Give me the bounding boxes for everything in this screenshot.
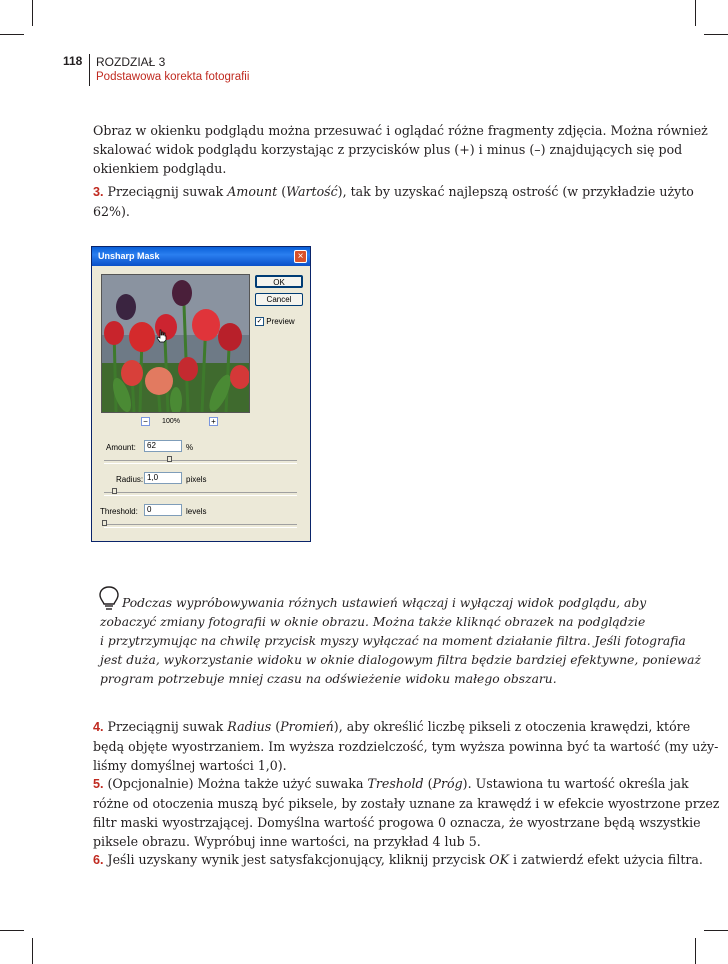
crop-mark bbox=[32, 0, 33, 26]
tulips-photo bbox=[102, 275, 249, 412]
term: Wartość bbox=[286, 184, 338, 199]
close-icon[interactable]: × bbox=[294, 250, 307, 263]
crop-mark bbox=[704, 34, 728, 35]
radius-input[interactable]: 1,0 bbox=[144, 472, 182, 484]
hand-cursor-icon bbox=[156, 329, 168, 343]
step-number: 6. bbox=[93, 853, 104, 867]
crop-mark bbox=[0, 930, 24, 931]
step-3-line: 62%). bbox=[93, 204, 130, 219]
intro-line: okienkiem podglądu. bbox=[93, 161, 227, 176]
crop-mark bbox=[32, 938, 33, 964]
threshold-input[interactable]: 0 bbox=[144, 504, 182, 516]
amount-slider-track[interactable] bbox=[104, 460, 297, 464]
amount-input[interactable]: 62 bbox=[144, 440, 182, 452]
term: Próg bbox=[432, 776, 463, 791]
step-text: ( bbox=[277, 184, 287, 199]
step-text: Przeciągnij suwak bbox=[103, 184, 228, 199]
threshold-unit: levels bbox=[186, 507, 207, 516]
crop-mark bbox=[704, 930, 728, 931]
step-number: 4. bbox=[93, 720, 104, 734]
cancel-button[interactable]: Cancel bbox=[255, 293, 303, 306]
ok-button[interactable]: OK bbox=[255, 275, 303, 288]
step-5-line: piksele obrazu. Wypróbuj inne wartości, na przykład 4 lub 5. bbox=[93, 834, 481, 849]
page-number: 118 bbox=[63, 54, 83, 68]
amount-unit: % bbox=[186, 443, 194, 452]
tip-line: jest duża, wykorzystanie widoku w oknie dialogowym filtra będzie bardziej efektywne, ponieważ bbox=[100, 653, 701, 667]
filter-preview-image[interactable] bbox=[101, 274, 250, 413]
step-number: 5. bbox=[93, 777, 104, 791]
step-6 bbox=[93, 850, 703, 870]
step-5-line: różne od otoczenia muszą być piksele, by zostały uznane za krawędź i w efekcie wyostrzone przez bbox=[93, 796, 720, 811]
step-4-line: liśmy domyślnej wartości 1,0). bbox=[93, 758, 287, 773]
radius-unit: pixels bbox=[186, 475, 207, 484]
intro-paragraph bbox=[93, 121, 708, 178]
threshold-slider-track[interactable] bbox=[104, 524, 297, 528]
radius-slider-track[interactable] bbox=[104, 492, 297, 496]
dialog-title: Unsharp Mask bbox=[98, 251, 160, 261]
step-5-line bbox=[93, 774, 719, 794]
zoom-in-button[interactable]: + bbox=[209, 417, 218, 426]
header-divider bbox=[89, 54, 90, 86]
radius-label: Radius: bbox=[116, 475, 144, 484]
crop-mark bbox=[695, 938, 696, 964]
tip-line: Podczas wypróbowywania różnych ustawień włączaj i wyłączaj widok podglądu, aby bbox=[122, 596, 647, 610]
step-4-line: będą objęte wyostrzaniem. Im wyższa rozdzielczość, tym wyższa powinna być ta wartość (my uży- bbox=[93, 739, 719, 754]
step-5 bbox=[93, 774, 719, 851]
step-text: ), tak by uzyskać najlepszą ostrość (w przykładzie użyto bbox=[337, 184, 694, 199]
amount-label: Amount: bbox=[106, 443, 136, 452]
preview-label: Preview bbox=[266, 317, 295, 326]
step-text: ( bbox=[271, 719, 281, 734]
tip-line: program potrzebuje mniej czasu na odświeżenie widoku małego obszaru. bbox=[100, 672, 557, 686]
step-text: ), aby określić liczbę pikseli z otoczenia krawędzi, które bbox=[333, 719, 691, 734]
amount-slider-thumb[interactable] bbox=[167, 456, 172, 462]
step-3-line bbox=[93, 182, 694, 202]
threshold-slider-thumb[interactable] bbox=[102, 520, 107, 526]
zoom-level: 100% bbox=[162, 418, 180, 425]
tip-line: zobaczyć zmiany fotografii w oknie obrazu. Można także kliknąć obrazek na podglądzie bbox=[100, 615, 646, 629]
intro-line: Obraz w okienku podglądu można przesuwać i oglądać różne fragmenty zdjęcia. Można również bbox=[93, 123, 708, 138]
crop-mark bbox=[695, 0, 696, 26]
step-6-line bbox=[93, 850, 703, 870]
tip-line: i przytrzymując na chwilę przycisk myszy wyłączać na moment działanie filtra. Jeśli fotografia bbox=[100, 634, 686, 648]
preview-check-icon: ✓ bbox=[256, 318, 263, 326]
step-4 bbox=[93, 717, 718, 775]
term: Radius bbox=[227, 719, 272, 734]
threshold-label: Threshold: bbox=[100, 507, 138, 516]
step-number: 3. bbox=[93, 185, 104, 199]
step-3 bbox=[93, 182, 694, 221]
zoom-out-button[interactable]: − bbox=[141, 417, 150, 426]
radius-slider-thumb[interactable] bbox=[112, 488, 117, 494]
step-text: ). Ustawiona tu wartość określa jak bbox=[462, 776, 689, 791]
step-text: ( bbox=[423, 776, 433, 791]
step-text: (Opcjonalnie) Można także użyć suwaka bbox=[103, 776, 368, 791]
dialog-titlebar bbox=[92, 247, 310, 266]
step-4-line bbox=[93, 717, 718, 737]
step-text: Przeciągnij suwak bbox=[103, 719, 228, 734]
step-text: Jeśli uzyskany wynik jest satysfakcjonujący, kliknij przycisk bbox=[103, 852, 490, 867]
step-text: i zatwierdź efekt użycia filtra. bbox=[508, 852, 703, 867]
crop-mark bbox=[0, 34, 24, 35]
term: OK bbox=[489, 852, 509, 867]
chapter-subtitle: Podstawowa korekta fotografii bbox=[96, 71, 250, 83]
preview-checkbox[interactable] bbox=[255, 317, 295, 326]
unsharp-mask-dialog bbox=[91, 246, 311, 542]
tip-text bbox=[100, 594, 701, 689]
chapter-label: ROZDZIAŁ 3 bbox=[96, 55, 166, 69]
intro-line: skalować widok podglądu korzystając z przycisków plus (+) i minus (–) znajdujących się pod bbox=[93, 142, 683, 157]
step-5-line: filtr maski wyostrzającej. Domyślna wartość progowa 0 oznacza, że wyostrzane będą wszystkie bbox=[93, 815, 701, 830]
term: Treshold bbox=[367, 776, 424, 791]
term: Promień bbox=[280, 719, 334, 734]
term: Amount bbox=[227, 184, 278, 199]
